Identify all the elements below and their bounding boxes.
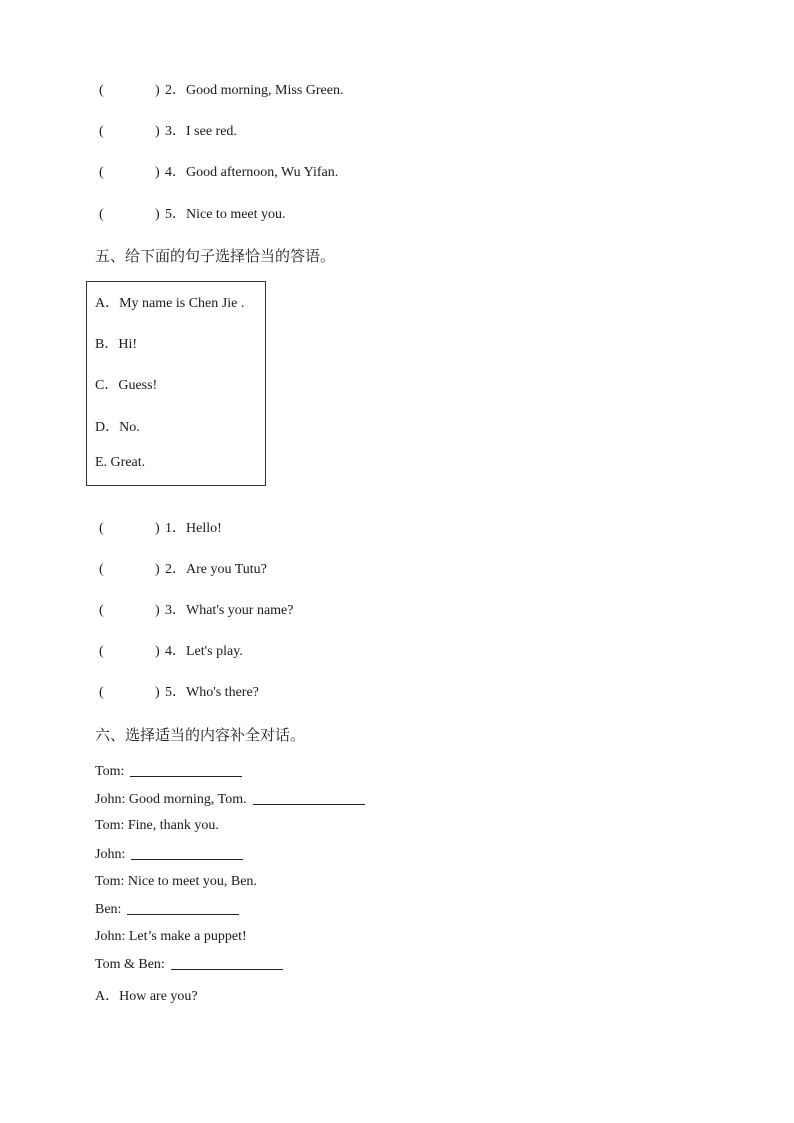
question-text: 2．Are you Tutu?: [165, 562, 267, 577]
answer-paren-close: ): [155, 644, 160, 659]
dialogue-line: [95, 873, 257, 891]
dialogue-text: John:: [95, 847, 126, 862]
question-text: 4．Good afternoon, Wu Yifan.: [165, 165, 339, 180]
answer-blank[interactable]: [171, 955, 283, 970]
option-d: D．No.: [95, 420, 140, 435]
dialogue-text: John: Let’s make a puppet!: [95, 929, 247, 944]
answer-paren-open[interactable]: (: [99, 124, 104, 139]
question-text: 1．Hello!: [165, 521, 222, 536]
dialogue-line: [95, 817, 219, 835]
answer-paren-close: ): [155, 521, 160, 536]
dialogue-line: [95, 790, 365, 809]
option-e: E. Great.: [95, 455, 146, 470]
answer-blank[interactable]: [127, 900, 239, 915]
answer-paren-open[interactable]: (: [99, 562, 104, 577]
dialogue-text: Tom:: [95, 764, 125, 779]
dialogue-line: [95, 900, 239, 919]
dialogue-text: Tom & Ben:: [95, 957, 165, 972]
answer-blank[interactable]: [253, 790, 365, 805]
dialogue-line: [95, 955, 283, 974]
section-heading-6: 六、选择适当的内容补全对话。: [95, 726, 306, 744]
answer-paren-close: ): [155, 83, 160, 98]
question-text: 4．Let's play.: [165, 644, 243, 659]
answer-paren-close: ): [155, 685, 160, 700]
answer-paren-open[interactable]: (: [99, 644, 104, 659]
section-heading-5: 五、给下面的句子选择恰当的答语。: [95, 247, 336, 265]
answer-paren-close: ): [155, 207, 160, 222]
dialogue-text: Tom: Nice to meet you, Ben.: [95, 874, 257, 889]
dialogue-line: [95, 762, 242, 781]
dialogue-line: [95, 845, 243, 864]
answer-paren-open[interactable]: (: [99, 207, 104, 222]
answer-options-box: [86, 281, 266, 486]
answer-paren-close: ): [155, 603, 160, 618]
dialogue-line: [95, 928, 247, 946]
answer-paren-close: ): [155, 124, 160, 139]
answer-paren-open[interactable]: (: [99, 165, 104, 180]
question-text: 3．What's your name?: [165, 603, 294, 618]
question-text: 2．Good morning, Miss Green.: [165, 83, 344, 98]
question-text: 5．Who's there?: [165, 685, 259, 700]
option-c: C．Guess!: [95, 378, 158, 393]
answer-paren-close: ): [155, 562, 160, 577]
dialogue-text: Ben:: [95, 902, 122, 917]
answer-blank[interactable]: [130, 762, 242, 777]
question-text: 5．Nice to meet you.: [165, 207, 286, 222]
answer-paren-open[interactable]: (: [99, 685, 104, 700]
option-b: B．Hi!: [95, 337, 137, 352]
answer-blank[interactable]: [131, 845, 243, 860]
dialogue-text: Tom: Fine, thank you.: [95, 818, 219, 833]
answer-paren-open[interactable]: (: [99, 521, 104, 536]
answer-paren-open[interactable]: (: [99, 603, 104, 618]
question-text: 3．I see red.: [165, 124, 237, 139]
option-a: A．My name is Chen Jie .: [95, 296, 245, 311]
answer-paren-open[interactable]: (: [99, 83, 104, 98]
dialogue-option-a: A．How are you?: [95, 989, 198, 1004]
dialogue-text: John: Good morning, Tom.: [95, 792, 247, 807]
answer-paren-close: ): [155, 165, 160, 180]
